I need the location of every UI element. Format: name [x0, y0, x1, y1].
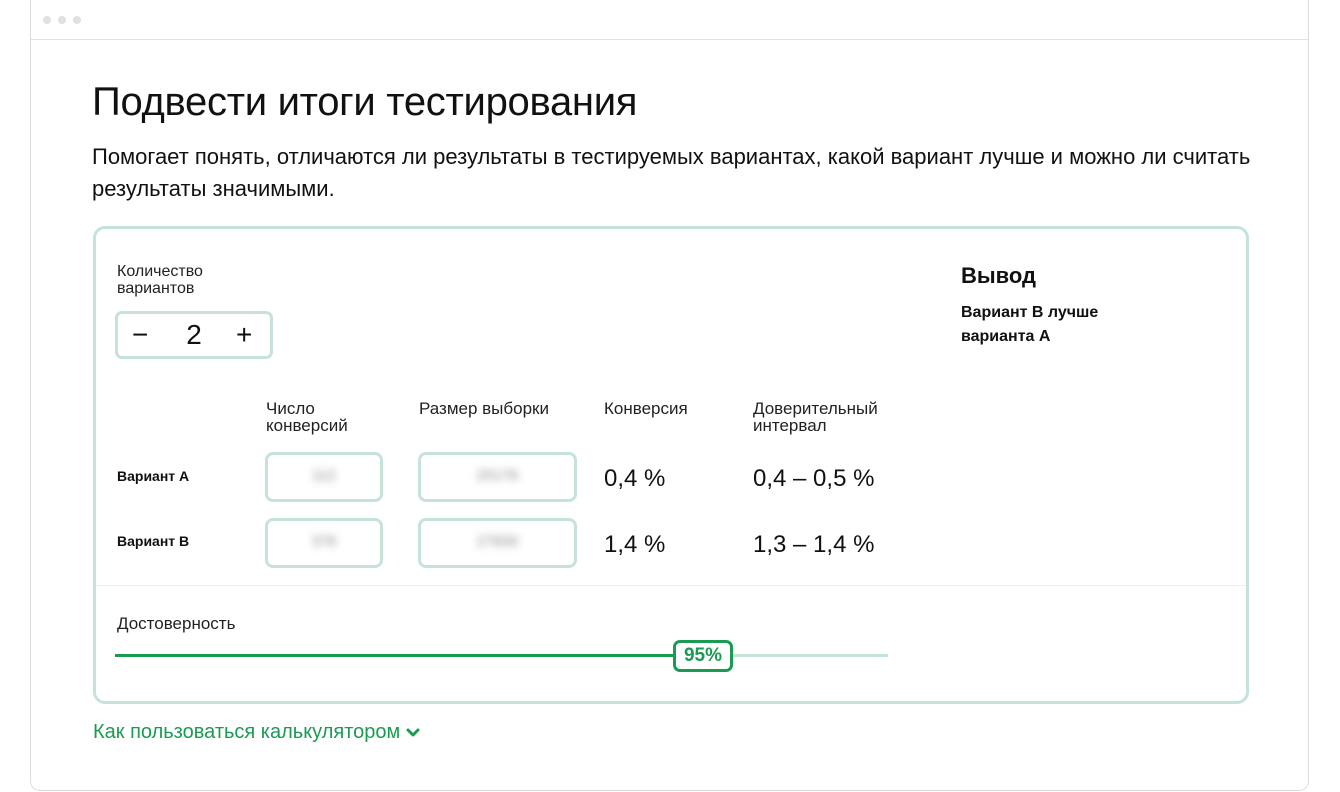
conversions-input-variant-a[interactable]: 112: [265, 452, 383, 502]
output-title: Вывод: [961, 263, 1037, 288]
interval-value-variant-b: 1,3 – 1,4 %: [753, 531, 875, 558]
column-header-sample-size: Размер выборки: [419, 399, 549, 418]
stepper-plus-button[interactable]: +: [236, 319, 253, 350]
page-title: Подвести итоги тестирования: [92, 80, 638, 124]
window-titlebar: [31, 0, 1308, 40]
chevron-down-icon: [406, 721, 420, 744]
stepper-minus-button[interactable]: −: [132, 319, 149, 350]
sample-size-input-variant-a[interactable]: 25176: [418, 452, 577, 502]
calculator-card: [93, 226, 1249, 704]
output-text: Вариант В лучше варианта А: [961, 304, 1099, 345]
browser-window: [30, 0, 1309, 791]
reliability-slider-track[interactable]: [115, 654, 888, 657]
column-header-interval: Доверительный интервал: [753, 399, 878, 435]
variants-count-label: Количество вариантов: [117, 263, 203, 297]
row-label-variant-b: Вариант В: [117, 533, 190, 549]
variants-count-value: 2: [186, 319, 202, 350]
reliability-slider-thumb[interactable]: 95%: [673, 640, 733, 672]
sample-size-input-variant-b[interactable]: 27830: [418, 518, 577, 568]
conversions-input-variant-b[interactable]: 376: [265, 518, 383, 568]
window-dot-close[interactable]: [43, 16, 51, 24]
window-dot-minimize[interactable]: [58, 16, 66, 24]
conversion-value-variant-b: 1,4 %: [604, 531, 666, 558]
column-header-conversion: Конверсия: [604, 399, 688, 418]
row-label-variant-a: Вариант А: [117, 468, 190, 484]
howto-link[interactable]: [93, 721, 420, 744]
howto-link-label: Как пользоваться калькулятором: [93, 721, 401, 743]
interval-value-variant-a: 0,4 – 0,5 %: [753, 465, 875, 492]
reliability-slider-fill: [115, 654, 695, 657]
window-dot-maximize[interactable]: [73, 16, 81, 24]
section-divider: [96, 585, 1246, 586]
page-description: Помогает понять, отличаются ли результаты в тестируемых вариантах, какой вариант лучше и можно ли считать результаты значимыми.: [92, 144, 1251, 201]
column-header-conversions: Число конверсий: [266, 399, 348, 435]
conversion-value-variant-a: 0,4 %: [604, 465, 666, 492]
reliability-label: Достоверность: [117, 614, 236, 633]
variants-count-stepper: [115, 311, 273, 359]
